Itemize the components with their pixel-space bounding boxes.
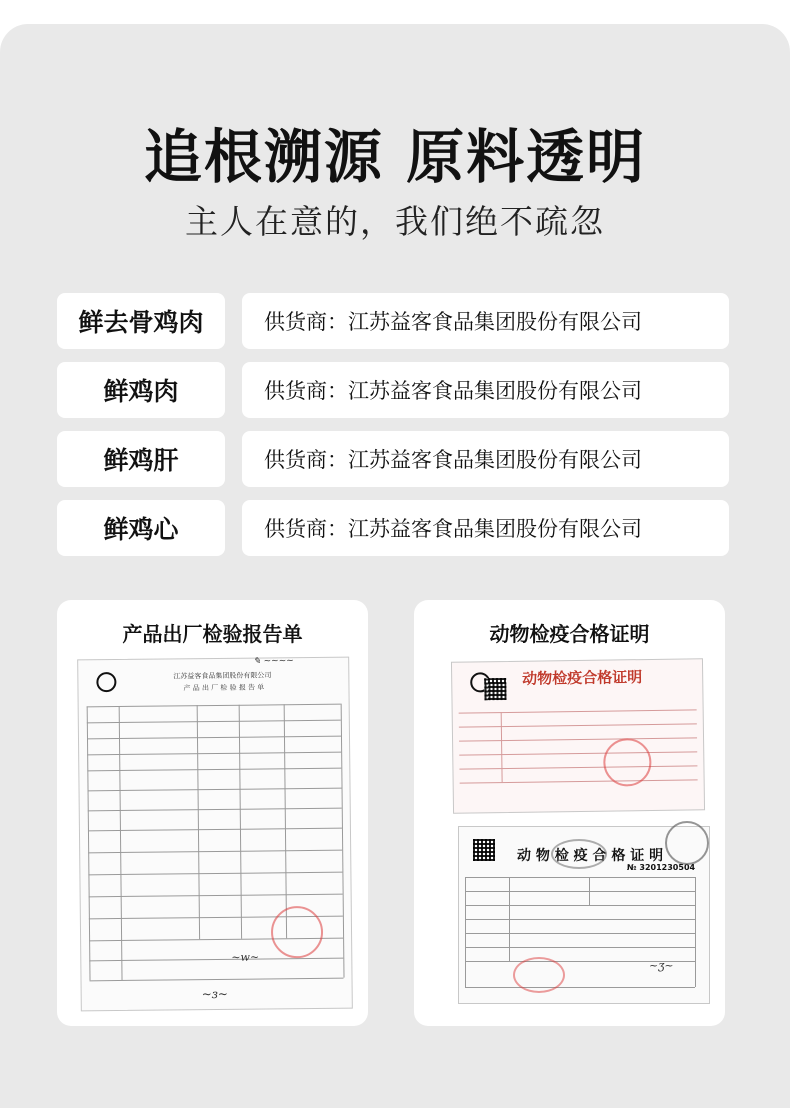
certificate-doc-title: 动物检疫合格证明 bbox=[522, 668, 643, 688]
material-supplier: 供货商：江苏益客食品集团股份有限公司 bbox=[242, 500, 729, 556]
material-supplier: 供货商：江苏益客食品集团股份有限公司 bbox=[242, 431, 729, 487]
material-row bbox=[57, 293, 729, 349]
signature: ~w~ bbox=[231, 950, 260, 964]
material-supplier: 供货商：江苏益客食品集团股份有限公司 bbox=[242, 293, 729, 349]
material-row bbox=[57, 431, 729, 487]
signature: ~ɜ~ bbox=[201, 986, 228, 1002]
inspection-report-title: 产品出厂检验报告单 bbox=[122, 622, 303, 646]
material-row bbox=[57, 362, 729, 418]
quarantine-certificate-title: 动物检疫合格证明 bbox=[489, 622, 650, 646]
report-doc-title: 产 品 出 厂 检 验 报 告 单 bbox=[183, 683, 265, 693]
red-seal bbox=[513, 957, 565, 993]
page-title: 追根溯源 原料透明 bbox=[143, 123, 647, 191]
certificate-doc-title-2: 动 物 检 疫 合 格 证 明 bbox=[517, 848, 664, 864]
material-name: 鲜鸡肉 bbox=[57, 362, 225, 418]
seal bbox=[551, 839, 607, 869]
material-name: 鲜去骨鸡肉 bbox=[57, 293, 225, 349]
qr-code-icon bbox=[484, 678, 506, 700]
inspection-report-card bbox=[57, 600, 368, 1026]
inspection-report-image bbox=[77, 657, 353, 1012]
certificate-serial: № 3201230504 bbox=[627, 863, 696, 872]
report-company: 江苏益客食品集团股份有限公司 bbox=[173, 671, 272, 681]
handwriting-mark: ✎ ~~~~ bbox=[253, 656, 294, 667]
material-name: 鲜鸡心 bbox=[57, 500, 225, 556]
certificate-image-1 bbox=[451, 658, 705, 814]
seal bbox=[665, 821, 709, 865]
page-subtitle: 主人在意的，我们绝不疏忽 bbox=[185, 202, 605, 241]
signature: ~ʒ~ bbox=[649, 959, 674, 972]
material-supplier: 供货商：江苏益客食品集团股份有限公司 bbox=[242, 362, 729, 418]
qr-code-icon bbox=[473, 839, 495, 861]
quarantine-certificate-card bbox=[414, 600, 725, 1026]
circle-mark-icon bbox=[96, 672, 116, 692]
material-row bbox=[57, 500, 729, 556]
material-name: 鲜鸡肝 bbox=[57, 431, 225, 487]
red-seal bbox=[271, 906, 324, 959]
certificate-image-2 bbox=[458, 826, 710, 1004]
